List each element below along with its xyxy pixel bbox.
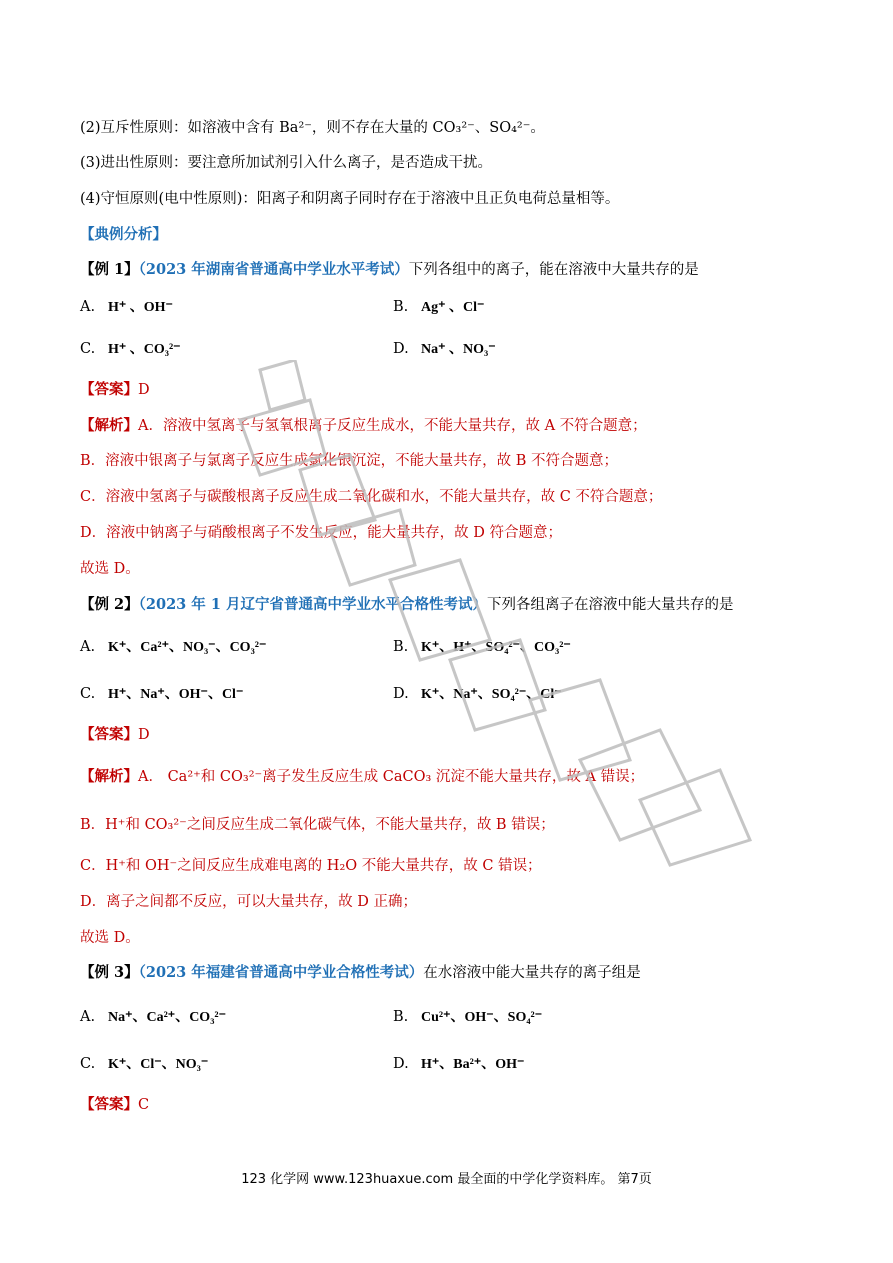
example-1-analysis-b: B．溶液中银离子与氯离子反应生成氯化银沉淀，不能大量共存，故 B 不符合题意； [80, 453, 619, 469]
example-2-option-b: B. K⁺、H⁺、SO₄²⁻、CO₃²⁻ [393, 639, 571, 655]
example-2-conclusion: 故选 D。 [80, 930, 140, 946]
example-2-option-c: C. H⁺、Na⁺、OH⁻、Cl⁻ [80, 686, 244, 702]
example-3-label: 【例 3】 [80, 964, 139, 981]
example-2-answer: 【答案】D [80, 726, 150, 743]
example-3-heading [80, 963, 641, 983]
example-3-answer: 【答案】C [80, 1096, 150, 1113]
page-footer: 123 化学网 www.123huaxue.com 最全面的中学化学资料库。 第7页 [241, 1172, 652, 1187]
example-1-analysis-a: 【解析】A．溶液中氢离子与氢氧根离子反应生成水，不能大量共存，故 A 不符合题意； [80, 417, 647, 434]
example-2-label: 【例 2】 [80, 596, 139, 613]
example-3-option-c: C. K⁺、Cl⁻、NO₃⁻ [80, 1056, 209, 1072]
section-title: 【典例分析】 [80, 226, 167, 243]
example-1-analysis-c: C．溶液中氢离子与碳酸根离子反应生成二氧化碳和水，不能大量共存，故 C 不符合题意； [80, 489, 663, 505]
principle-in-out: (3)进出性原则：要注意所加试剂引入什么离子，是否造成干扰。 [80, 155, 493, 171]
example-1-option-d: D. Na⁺ 、NO₃⁻ [393, 341, 496, 357]
example-3-source: （2023 年福建省普通高中学业合格性考试） [138, 964, 424, 981]
example-2-source: （2023 年 1 月辽宁省普通高中学业水平合格性考试） [138, 596, 487, 613]
example-1-source: （2023 年湖南省普通高中学业水平考试） [138, 261, 409, 278]
example-1-option-b: B. Ag⁺ 、Cl⁻ [393, 299, 485, 315]
example-1-answer: 【答案】D [80, 381, 150, 398]
example-2-analysis-d: D．离子之间都不反应，可以大量共存，故 D 正确； [80, 894, 417, 910]
example-1-analysis-d: D．溶液中钠离子与硝酸根离子不发生反应，能大量共存，故 D 符合题意； [80, 525, 562, 541]
example-1-conclusion: 故选 D。 [80, 561, 140, 577]
example-1-option-c: C. H⁺ 、CO₃²⁻ [80, 341, 181, 357]
principle-mutual-exclusion: (2)互斥性原则：如溶液中含有 Ba²⁻，则不存在大量的 CO₃²⁻、SO₄²⁻。 [80, 120, 545, 136]
example-1-heading [80, 260, 699, 280]
example-1-question: 下列各组中的离子，能在溶液中大量共存的是 [408, 262, 699, 278]
example-3-question: 在水溶液中能大量共存的离子组是 [423, 965, 641, 981]
example-2-analysis-a: 【解析】A． Ca²⁺和 CO₃²⁻离子发生反应生成 CaCO₃ 沉淀不能大量共存，故 A 错误； [80, 768, 645, 785]
example-2-heading [80, 595, 733, 615]
watermark-logo-icon [200, 360, 760, 880]
example-1-label: 【例 1】 [80, 261, 139, 278]
example-2-analysis-c: C．H⁺和 OH⁻之间反应生成难电离的 H₂O 不能大量共存，故 C 错误； [80, 858, 542, 874]
principle-conservation: (4)守恒原则(电中性原则)：阳离子和阴离子同时存在于溶液中且正负电荷总量相等。 [80, 191, 620, 207]
example-3-option-a: A. Na⁺、Ca²⁺、CO₃²⁻ [80, 1009, 226, 1025]
example-2-option-a: A. K⁺、Ca²⁺、NO₃⁻、CO₃²⁻ [80, 639, 267, 655]
example-3-option-b: B. Cu²⁺、OH⁻、SO₄²⁻ [393, 1009, 543, 1025]
example-3-option-d: D. H⁺、Ba²⁺、OH⁻ [393, 1056, 525, 1072]
example-1-option-a: A. H⁺ 、OH⁻ [80, 299, 173, 315]
example-2-option-d: D. K⁺、Na⁺、SO₄²⁻、Cl⁻ [393, 686, 562, 702]
example-2-analysis-b: B．H⁺和 CO₃²⁻之间反应生成二氧化碳气体，不能大量共存，故 B 错误； [80, 817, 555, 833]
example-2-question: 下列各组离子在溶液中能大量共存的是 [486, 597, 734, 613]
